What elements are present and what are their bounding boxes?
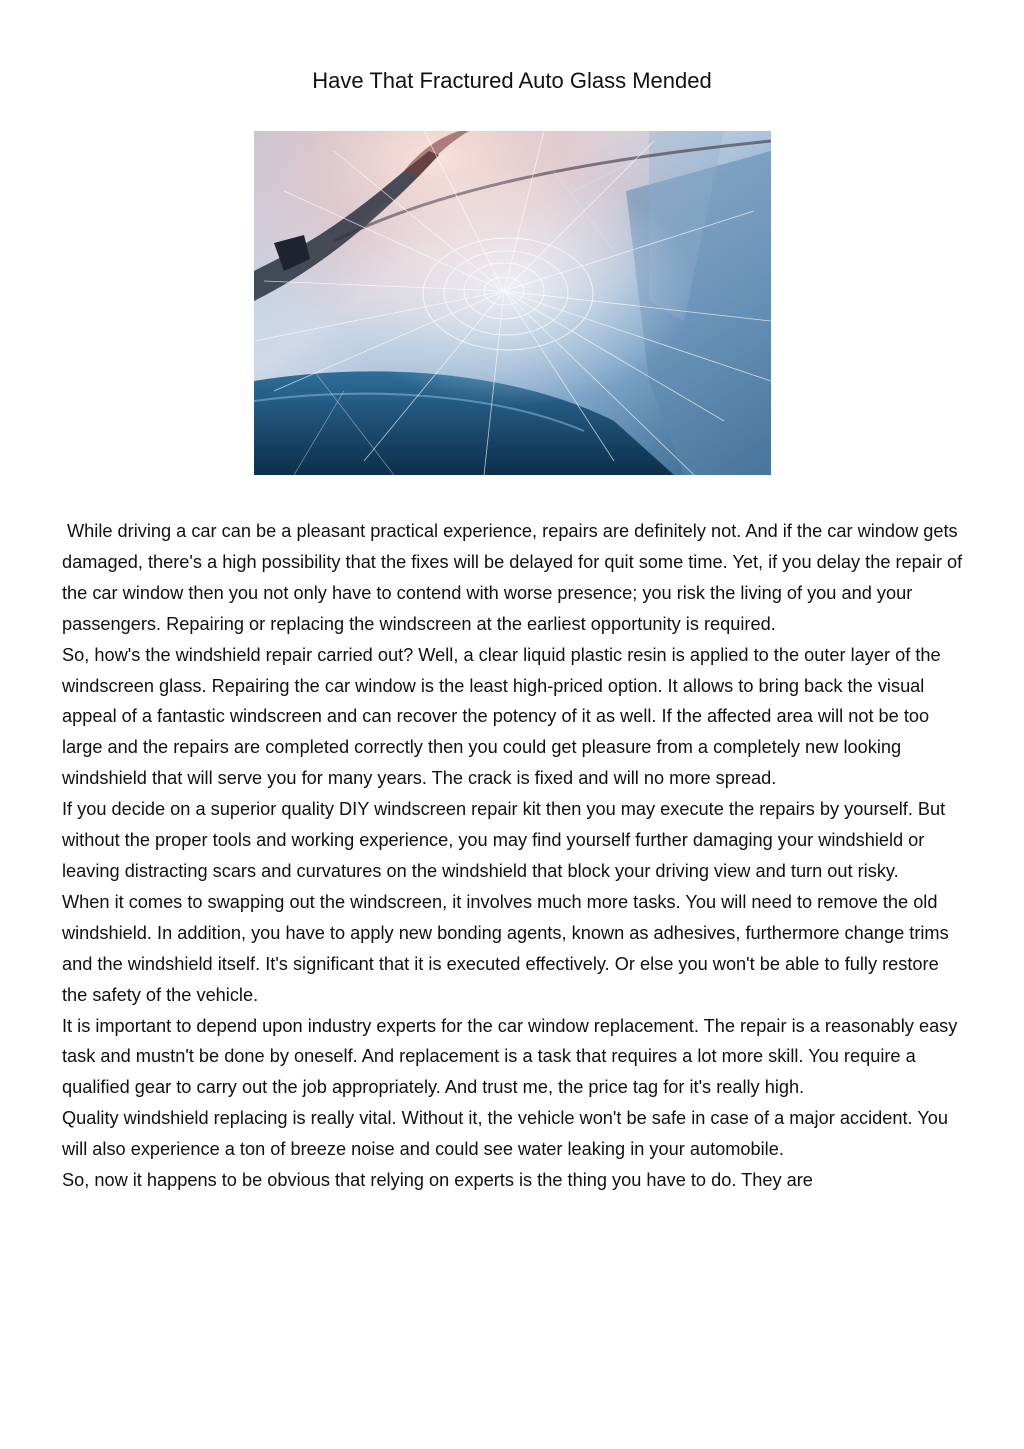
paragraph: So, now it happens to be obvious that relying on experts is the thing you have to do. They are [62,1170,813,1191]
paragraph: So, how's the windshield repair carried out? Well, a clear liquid plastic resin is applied to the outer layer of the windscreen glass. Repairing the car window is the least high-priced option. It allows to bring back the visual appeal of a fantastic windscreen and can recover the potency of it as well. If the affected area will not be too large and the repairs are completed correctly then you could get pleasure from a completely new looking windshield that will serve you for many years. The crack is fixed and will no more spread. [62,644,941,789]
paragraph: While driving a car can be a pleasant practical experience, repairs are definitely not. And if the car window gets damaged, there's a high possibility that the fixes will be delayed for quit some time. Yet, if you delay the repair of the car window then you not only have to contend with worse presence; you risk the living of you and your passengers. Repairing or replacing the windscreen at the earliest opportunity is required. [62,521,963,634]
cracked-windshield-image [254,131,771,475]
article-body [62,516,966,1196]
paragraph: When it comes to swapping out the windscreen, it involves much more tasks. You will need to remove the old windshield. In addition, you have to apply new bonding agents, known as adhesives, furthermore change trims and the windshield itself. It's significant that it is executed effectively. Or else you won't be able to fully restore the safety of the vehicle. [62,891,949,1005]
paragraph: If you decide on a superior quality DIY windscreen repair kit then you may execute the repairs by yourself. But without the proper tools and working experience, you may find yourself further damaging your windshield or leaving distracting scars and curvatures on the windshield that block your driving view and turn out risky. [62,799,946,881]
paragraph: Quality windshield replacing is really vital. Without it, the vehicle won't be safe in case of a major accident. You will also experience a ton of breeze noise and could see water leaking in your automobile. [62,1108,949,1160]
page-title: Have That Fractured Auto Glass Mended [312,68,712,93]
paragraph: It is important to depend upon industry experts for the car window replacement. The repair is a reasonably easy task and mustn't be done by oneself. And replacement is a task that requires a lot more skill. You require a qualified gear to carry out the job appropriately. And trust me, the price tag for it's really high. [62,1015,958,1098]
